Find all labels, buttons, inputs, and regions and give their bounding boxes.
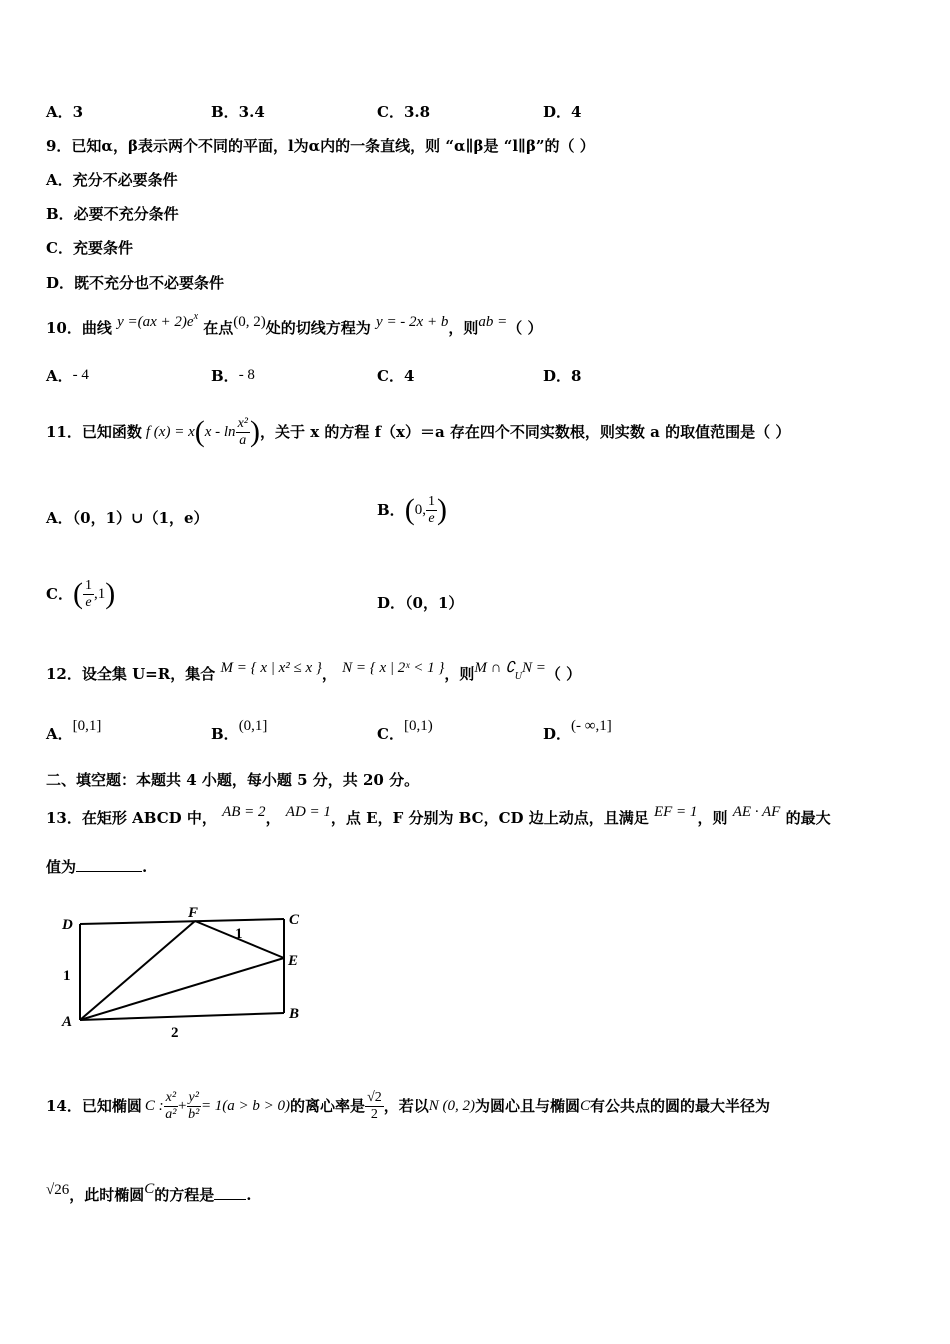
q11-fx: f (x) = x xyxy=(145,424,195,440)
q8-option-c: C．3.8 xyxy=(377,103,431,121)
q8-option-b: B．3.4 xyxy=(211,103,265,121)
q10-at-point: 在点 xyxy=(203,319,234,337)
label-a: A xyxy=(62,1014,73,1030)
q10-option-b: B．- 8 xyxy=(211,367,255,385)
q10-tangent: y = - 2x + b xyxy=(376,314,449,330)
label-side-ab: 2 xyxy=(171,1025,179,1041)
q12-set-m: M = { x | x² ≤ x } xyxy=(220,660,322,676)
edge-dc xyxy=(80,919,284,924)
q11-suffix: ，关于 x 的方程 f（x）＝a 存在四个不同实数根，则实数 a 的取值范围是（ ） xyxy=(259,423,791,441)
q9-option-c: C．充要条件 xyxy=(46,239,133,257)
q8-option-a: A．3 xyxy=(46,103,84,121)
q9-option-d: D．既不充分也不必要条件 xyxy=(46,274,225,292)
q14-stem: 14．已知椭圆 C : $\frac{\text{x²}}{\text{a²}}$ + $\frac{\text{y²}}{\text{b²}}$ = 1(a > b > 0) 的离心率是 $\frac{√2}{2}$ ，若以 N (0, 2) 为圆心且与椭圆 C 有公共点的圆的最大半径为 xyxy=(46,1089,771,1122)
q12-ask: M ∩ ∁ xyxy=(474,660,515,676)
label-d: D xyxy=(62,917,73,933)
rectangle-figure xyxy=(58,900,348,1045)
q11-option-a: A．（0，1）∪（1，e） xyxy=(46,509,209,527)
q10-prefix: 10．曲线 xyxy=(46,319,112,337)
q14-line2: √26，此时椭圆C的方程是 . xyxy=(46,1181,252,1204)
q11-option-d: D．（0，1） xyxy=(377,594,464,612)
label-segment-ef: 1 xyxy=(235,926,243,942)
label-side-ad: 1 xyxy=(63,968,71,984)
q12-option-c: C．[0,1) xyxy=(377,718,433,743)
q11-stem: 11．已知函数 f (x) = x ( x - ln $\frac{\text{x²}}{a}$ ) ，关于 x 的方程 f（x）＝a 存在四个不同实数根，则实数 a 的取值范围是（ ） xyxy=(46,415,791,448)
q10-then: ，则 xyxy=(448,319,479,337)
answer-blank-14[interactable] xyxy=(214,1185,246,1200)
section-heading: 二、填空题：本题共 4 小题，每小题 5 分，共 20 分。 xyxy=(46,771,420,789)
q11-option-c: C． ( $\frac{1}{e}$ ,1 ) xyxy=(46,577,116,610)
q10-tangent-text: 处的切线方程为 xyxy=(265,319,371,337)
q9-option-a: A．充分不必要条件 xyxy=(46,171,178,189)
edge-ba xyxy=(80,1013,284,1020)
answer-blank-13[interactable] xyxy=(76,857,142,872)
q10-ask: ab = xyxy=(478,314,508,330)
q10-option-c: C．4 xyxy=(377,367,415,385)
q10-curve-exp: x xyxy=(193,311,199,322)
q12-option-b: B．(0,1] xyxy=(211,718,268,743)
q12-stem: 12．设全集 U=R，集合 M = { x | x² ≤ x }， N = { x | 2ˣ < 1 }，则M ∩ ∁UN =（ ） xyxy=(46,660,582,683)
q13-line2: 值为 . xyxy=(46,858,148,876)
q9-stem: 9．已知α，β表示两个不同的平面，l为α内的一条直线，则 “α∥β是 “l∥β”的（ ） xyxy=(46,137,595,155)
q10-stem xyxy=(46,311,543,341)
label-f: F xyxy=(188,905,199,921)
label-c: C xyxy=(289,912,300,928)
q10-curve: y =(ax + 2)e xyxy=(117,314,194,330)
q13-stem: 13．在矩形 ABCD 中， AB = 2， AD = 1，点 E，F 分别为 BC，CD 边上动点，且满足 EF = 1，则 AE · AF 的最大 xyxy=(46,804,831,827)
q10-option-d: D．8 xyxy=(543,367,582,385)
q11-option-b: B． ( 0, $\frac{1}{e}$ ) xyxy=(377,493,447,526)
label-e: E xyxy=(288,953,299,969)
segment-ae xyxy=(80,958,284,1020)
q11-prefix: 11．已知函数 xyxy=(46,423,142,441)
q10-point: (0, 2) xyxy=(233,314,266,330)
q11-inner: x - ln xyxy=(204,424,236,440)
q10-bracket: （ ） xyxy=(507,319,543,337)
q8-option-d: D．4 xyxy=(543,103,582,121)
label-b: B xyxy=(289,1006,300,1022)
q12-option-d: D．(- ∞,1] xyxy=(543,718,612,743)
segment-af xyxy=(80,921,195,1020)
q12-option-a: A．[0,1] xyxy=(46,718,102,743)
q12-set-n: N = { x | 2ˣ < 1 } xyxy=(342,660,445,676)
q10-option-a: A．- 4 xyxy=(46,367,89,385)
q9-option-b: B．必要不充分条件 xyxy=(46,205,179,223)
